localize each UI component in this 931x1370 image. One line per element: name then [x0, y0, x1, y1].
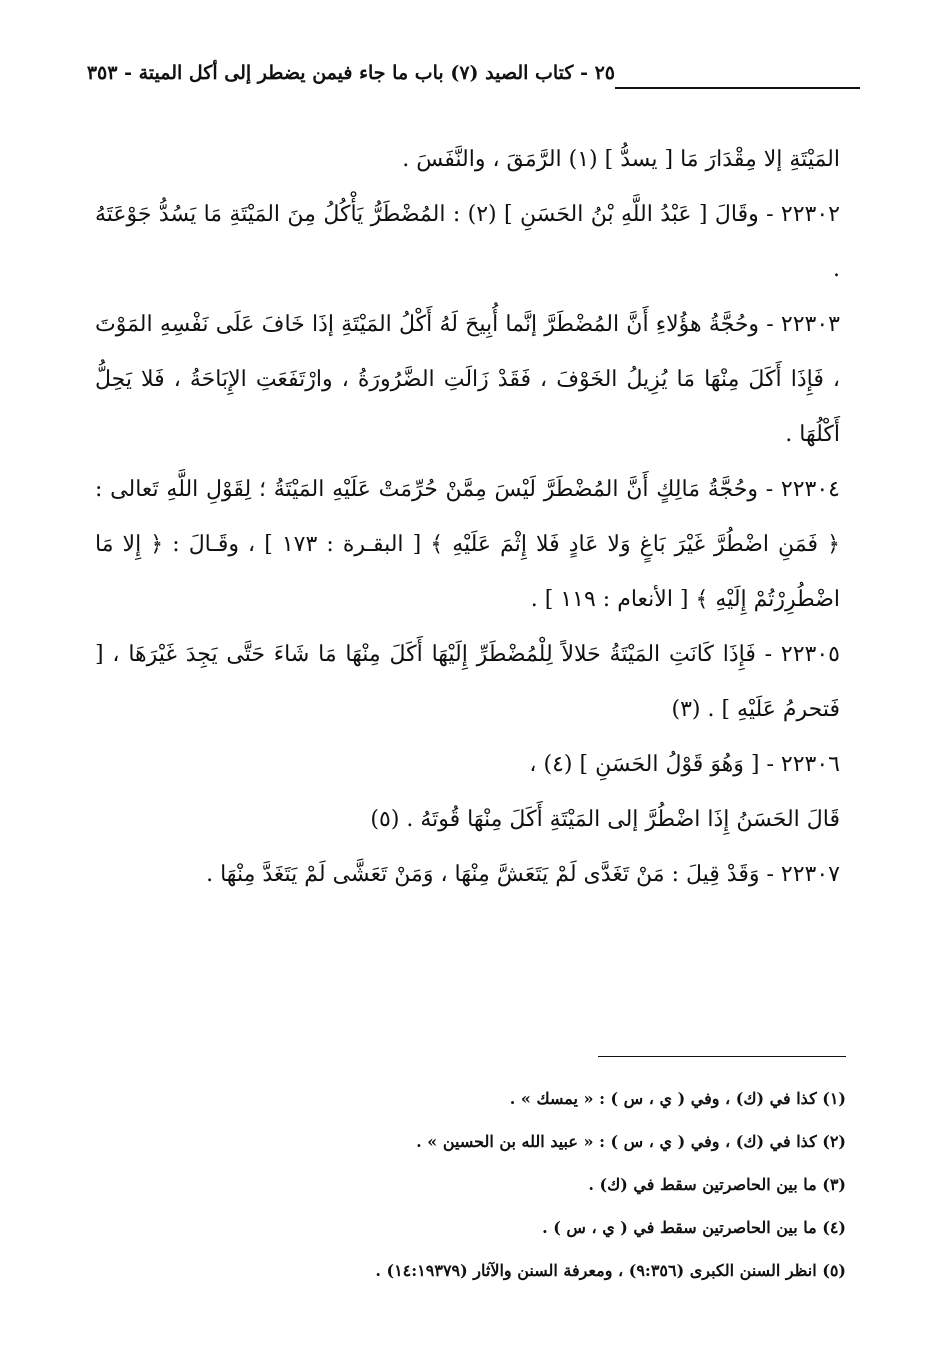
header-rule [615, 87, 860, 89]
footnote-4: (٤) ما بين الحاصرتين سقط في ( ي ، س ) . [542, 1218, 846, 1237]
paragraph-22306: ٢٢٣٠٦ - [ وَهُوَ قَوْلُ الحَسَنِ ] (٤) ، [529, 752, 840, 777]
footnotes [240, 1077, 846, 1292]
main-text [95, 132, 840, 902]
footnote-3: (٣) ما بين الحاصرتين سقط في (ك) . [588, 1175, 846, 1194]
paragraph-22303: ٢٢٣٠٣ - وحُجَّةُ هؤُلاءِ أَنَّ المُضْطَرَّ إنَّما أُبِيحَ لَهُ أَكْلُ المَيْتَةِ إذَا خَافَ عَلَى نَفْسِهِ المَوْتَ ، فَإِذَا أَكَلَ مِنْهَا مَا يُزِيلُ الخَوْفَ ، فَقَدْ زَالَتِ الضَّرُورَةُ ، وارْتَفَعَتِ الإِبَاحَةُ ، فَلا يَحِلُّ أَكْلُهَا . [95, 312, 840, 447]
running-header [70, 58, 860, 98]
header-title: ٢٥ - كتاب الصيد (٧) باب ما جاء فيمن يضطر إلى أكل الميتة - ٣٥٣ [86, 62, 615, 84]
paragraph-22302: ٢٢٣٠٢ - وقَالَ [ عَبْدُ اللَّهِ بْنُ الحَسَنِ ] (٢) : المُضْطَرُّ يَأْكُلُ مِنَ المَيْتَةِ مَا يَسُدُّ جَوْعَتَهُ . [95, 202, 840, 282]
paragraph-22307: ٢٢٣٠٧ - وَقَدْ قِيلَ : مَنْ تَغَدَّى لَمْ يَتَعَشَّ مِنْهَا ، وَمَنْ تَعَشَّى لَمْ يَتَغَدَّ مِنْهَا . [206, 862, 840, 887]
paragraph-hasan-quote: قَالَ الحَسَنُ إِذَا اضْطُرَّ إلى المَيْتَةِ أَكَلَ مِنْهَا قُوتَهُ . (٥) [370, 807, 840, 832]
paragraph-22304: ٢٢٣٠٤ - وحُجَّةُ مَالِكٍ أَنَّ المُضْطَرَّ لَيْسَ مِمَّنْ حُرِّمَتْ عَلَيْهِ المَيْتَةُ ؛ لِقَوْلِ اللَّهِ تَعالى : ﴿ فَمَنِ اضْطُرَّ غَيْرَ بَاغٍ وَلا عَادٍ فَلا إِثْمَ عَلَيْهِ ﴾ [ البقـرة : ١٧٣ ] ، وقَـالَ : ﴿ إِلا مَا اضْطُرِرْتُمْ إِلَيْهِ ﴾ [ الأنعام : ١١٩ ] . [95, 477, 840, 612]
paragraph-22305: ٢٢٣٠٥ - فَإِذَا كَانَتِ المَيْتَةُ حَلالاً لِلْمُضْطَرِّ إِلَيْهَا أَكَلَ مِنْهَا مَا شَاءَ حَتَّى يَجِدَ غَيْرَهَا ، [ فَتحرمُ عَلَيْهِ ] . (٣) [95, 642, 840, 722]
paragraph-continuation: المَيْتَةِ إلا مِقْدَارَ مَا [ يسدُّ ] (١) الرَّمَقَ ، والنَّفَسَ . [402, 147, 840, 172]
footnote-1: (١) كذا في (ك) ، وفي ( ي ، س ) : « يمسك » . [509, 1089, 846, 1108]
footnote-5: (٥) انظر السنن الكبرى (٩:٣٥٦) ، ومعرفة السنن والآثار (١٤:١٩٣٧٩) . [375, 1261, 846, 1280]
footnote-separator [598, 1056, 846, 1057]
footnote-2: (٢) كذا في (ك) ، وفي ( ي ، س ) : « عبيد الله بن الحسين » . [416, 1132, 846, 1151]
